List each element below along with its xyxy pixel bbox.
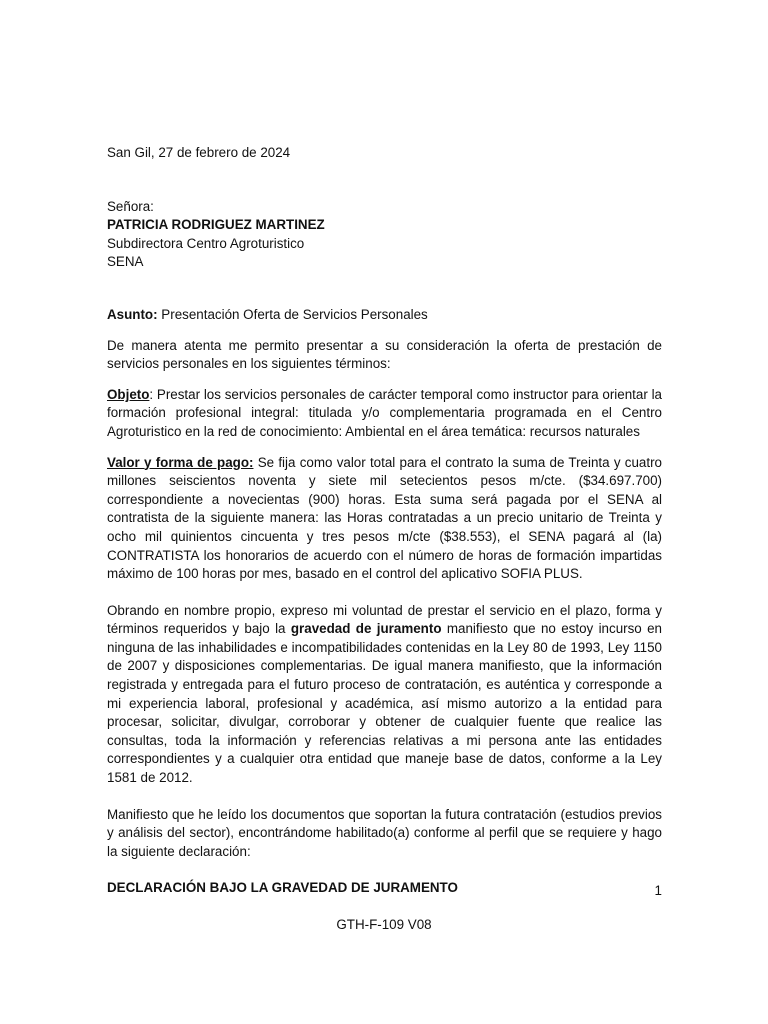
objeto-paragraph: [107, 386, 662, 442]
valor-text: Se fija como valor total para el contrato la suma de Treinta y cuatro millones seiscientos noventa y siete mil setecientos pesos m/cte. ($34.697.700) correspondiente a novecientas (900) horas. Esta suma será pagada por el SENA al contratista de la siguiente manera: las Horas contratadas a un precio unitario de Treinta y ocho mil quinientos cincuenta y tres pesos m/cte ($38.553), el SENA pagará al (la) CONTRATISTA los honorarios de acuerdo con el número de horas de formación impartidas máximo de 100 horas por mes, basado en el control del aplicativo SOFIA PLUS.: [107, 454, 662, 582]
page-number: 1: [654, 883, 662, 898]
salutation: Señora:: [107, 198, 154, 214]
obrando-text-1: Obrando en nombre propio, expreso mi voluntad de prestar el servicio en el plazo, forma y términos requeridos y bajo la: [107, 602, 662, 637]
subject-line: [107, 306, 662, 325]
obrando-paragraph: [107, 602, 662, 788]
obrando-bold: gravedad de juramento: [290, 621, 442, 637]
valor-paragraph: [107, 454, 662, 584]
manifiesto-paragraph: Manifiesto que he leído los documentos que soportan la futura contratación (estudios previos y análisis del sector), encontrándome habilitado(a) conforme al perfil que se requiere y hago la siguiente declaración:: [107, 806, 662, 859]
declaration-heading: DECLARACIÓN BAJO LA GRAVEDAD DE JURAMENTO: [107, 880, 458, 896]
obrando-text-2: manifiesto que no estoy incurso en ninguna de las inhabilidades e incompatibilidades contenidas en la Ley 80 de 1993, Ley 1150 de 2007 y disposiciones complementarias. De igual manera manifiesto, que la información registrada y entregada para el futuro proceso de contratación, es auténtica y corresponde a mi experiencia laboral, profesional y académica, así mismo autorizo a la entidad para procesar, solicitar, divulgar, corroborar y obtener de cualquier fuente que realice las consultas, toda la información y referencias relativas a mi persona ante las entidades correspondientes y a cualquier otra entidad que maneje base de datos, conforme a la Ley 1581 de 2012.: [107, 621, 663, 786]
recipient-name: PATRICIA RODRIGUEZ MARTINEZ: [107, 217, 325, 233]
intro-paragraph: De manera atenta me permito presentar a su consideración la oferta de prestación de servicios personales en los siguientes términos:: [107, 337, 662, 372]
objeto-label: Objeto: [107, 386, 150, 402]
letter-date: San Gil, 27 de febrero de 2024: [107, 145, 291, 160]
recipient-title: Subdirectora Centro Agroturistico: [107, 235, 305, 251]
letter-body: [107, 144, 662, 898]
valor-label: Valor y forma de pago:: [107, 454, 254, 470]
subject-label: Asunto:: [107, 306, 158, 322]
objeto-text: : Prestar los servicios personales de carácter temporal como instructor para orientar la formación profesional integral: titulada y/o complementaria programada en el Centro Agroturistico en la red de conocimiento: Ambiental en el área temática: recursos naturales: [107, 386, 662, 439]
recipient-block: [107, 198, 662, 272]
form-code: GTH-F-109 V08: [336, 917, 432, 932]
subject-text: Presentación Oferta de Servicios Personales: [157, 306, 428, 322]
recipient-organization: SENA: [107, 254, 144, 270]
